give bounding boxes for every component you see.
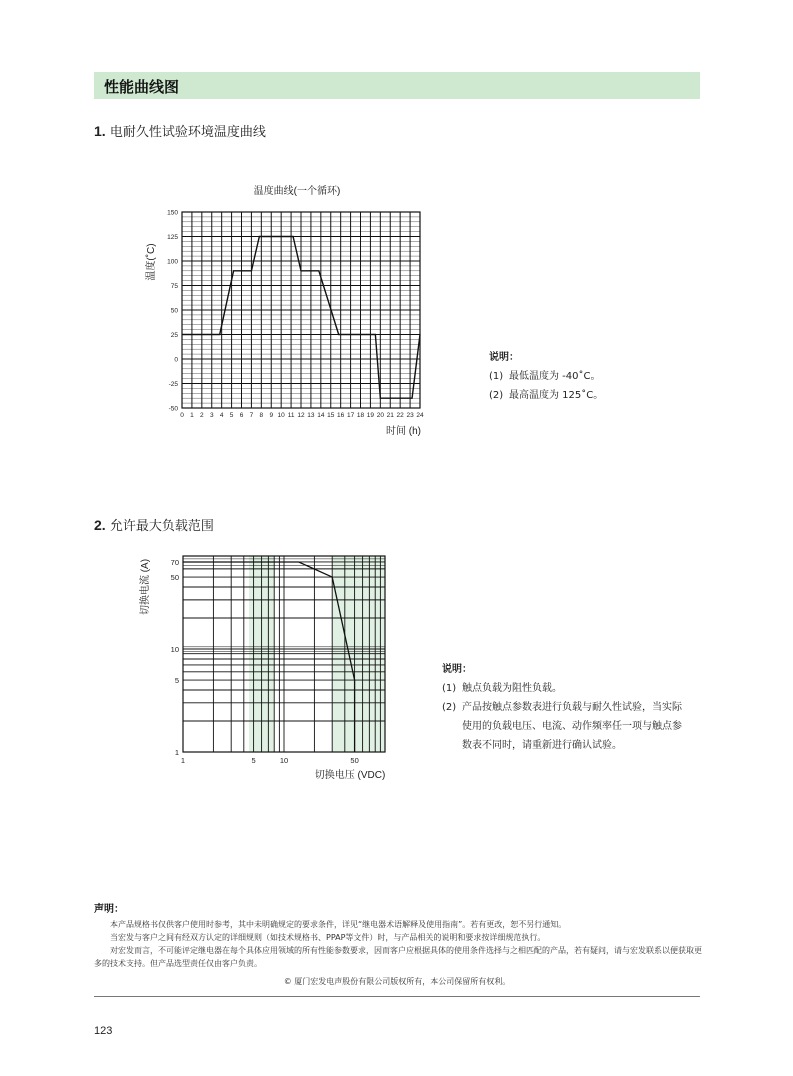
declaration-line: 本产品规格书仅供客户使用时参考，其中未明确规定的要求条件，详见“继电器术语解释及使用指南”。若有更改，恕不另行通知。	[110, 920, 567, 929]
copyright: © 厦门宏发电声股份有限公司版权所有，本公司保留所有权利。	[283, 977, 511, 986]
heading-temperature-curve	[94, 121, 266, 140]
x-tick-label: 10	[277, 412, 285, 419]
notes-title: 说明：	[442, 664, 472, 675]
note-index: (1)	[442, 683, 457, 694]
note-index: (1)	[489, 371, 504, 382]
x-tick-label: 7	[249, 412, 254, 419]
note-item	[489, 367, 603, 386]
y-tick-label: 25	[170, 332, 178, 339]
x-tick-label: 1	[180, 756, 186, 765]
x-tick-label: 12	[297, 412, 305, 419]
x-tick-label: 24	[416, 412, 424, 419]
note-text: 最高温度为 125˚C。	[509, 390, 604, 401]
x-tick-label: 17	[346, 412, 355, 419]
temperature-chart	[130, 180, 440, 445]
x-tick-label: 5	[229, 412, 234, 419]
y-tick-label: 50	[170, 307, 178, 315]
x-tick-label: 21	[386, 412, 394, 419]
x-tick-label: 50	[350, 756, 359, 765]
x-tick-label: 20	[376, 412, 384, 419]
chart-grid	[182, 212, 420, 408]
tick-labels	[167, 210, 424, 420]
x-tick-label: 16	[337, 412, 345, 419]
y-tick-label: -50	[168, 405, 178, 413]
y-tick-label: 75	[170, 283, 178, 290]
load-notes	[442, 660, 682, 755]
y-tick-label: 50	[170, 573, 179, 583]
x-tick-label: 2	[200, 412, 204, 419]
y-tick-label: 150	[167, 209, 178, 217]
declaration	[94, 903, 702, 970]
note-text: 最低温度为 -40˚C。	[509, 371, 601, 382]
note-line: 使用的负载电压、电流、动作频率任一项与触点参	[462, 721, 682, 732]
x-tick-label: 13	[307, 412, 315, 419]
page-number: 123	[94, 1025, 113, 1037]
x-tick-label: 10	[279, 756, 289, 765]
x-tick-label: 14	[317, 412, 325, 419]
section-title-bar	[94, 72, 700, 99]
y-tick-label: 1	[174, 748, 179, 757]
note-index: (2)	[442, 702, 457, 713]
x-tick-label: 11	[287, 412, 295, 419]
note-line: 数表不同时，请重新进行确认试验。	[462, 740, 622, 751]
x-tick-label: 3	[209, 412, 214, 419]
heading-text: 电耐久性试验环境温度曲线	[109, 125, 266, 140]
load-range-chart	[130, 545, 420, 790]
y-axis-label: 切换电流 (A)	[140, 558, 151, 616]
x-tick-label: 6	[239, 412, 244, 419]
y-axis-label: 温度(˚C)	[146, 243, 157, 281]
x-tick-label: 22	[396, 412, 404, 419]
declaration-line: 当宏发与客户之间有经双方认定的详细规则（如技术规格书、PPAP等文件）时，与产品相关的说明和要求按详细规范执行。	[110, 933, 546, 942]
declaration-line: 对宏发而言，不可能评定继电器在每个具体应用领域的所有性能参数要求，因而客户应根据具体的使用条件选择与之相匹配的产品，若有疑问，请与宏发联系以便获取更多的技术支持。但产品选型责任仅由客户负责。	[94, 946, 702, 968]
x-tick-label: 5	[251, 756, 256, 765]
y-tick-label: 0	[174, 356, 178, 364]
x-axis-label: 切换电压 (VDC)	[314, 770, 386, 781]
note-text	[462, 698, 682, 755]
x-axis-label: 时间 (h)	[386, 426, 421, 437]
note-item	[489, 386, 603, 405]
x-tick-label: 15	[327, 412, 335, 419]
y-tick-label: 10	[170, 645, 179, 655]
chart-title: 温度曲线(一个循环)	[253, 186, 341, 197]
note-text: 触点负载为阻性负载。	[462, 683, 562, 694]
x-tick-label: 9	[269, 412, 274, 419]
x-tick-label: 19	[366, 412, 375, 419]
heading-text: 允许最大负载范围	[109, 519, 214, 534]
x-tick-label: 8	[259, 412, 264, 419]
note-line: 产品按触点参数表进行负载与耐久性试验，当实际	[462, 702, 682, 713]
x-tick-label: 23	[406, 412, 414, 419]
y-tick-label: 5	[174, 676, 179, 686]
y-tick-label: 100	[167, 258, 178, 266]
declaration-title: 声明：	[94, 904, 124, 915]
x-tick-label: 18	[356, 412, 365, 419]
note-item	[442, 679, 682, 698]
x-tick-label: 1	[190, 412, 194, 419]
heading-max-load	[94, 515, 214, 534]
y-tick-label: 125	[167, 234, 178, 241]
x-tick-label: 0	[180, 412, 184, 419]
temperature-notes	[489, 348, 603, 405]
x-tick-label: 4	[219, 412, 224, 419]
note-item	[442, 698, 682, 755]
heading-number: 1.	[94, 123, 106, 139]
y-tick-label: -25	[168, 381, 178, 388]
notes-title: 说明：	[489, 352, 519, 363]
section-title: 性能曲线图	[104, 78, 180, 96]
divider	[94, 996, 700, 997]
note-index: (2)	[489, 390, 504, 401]
heading-number: 2.	[94, 517, 106, 533]
y-tick-label: 70	[170, 557, 179, 567]
